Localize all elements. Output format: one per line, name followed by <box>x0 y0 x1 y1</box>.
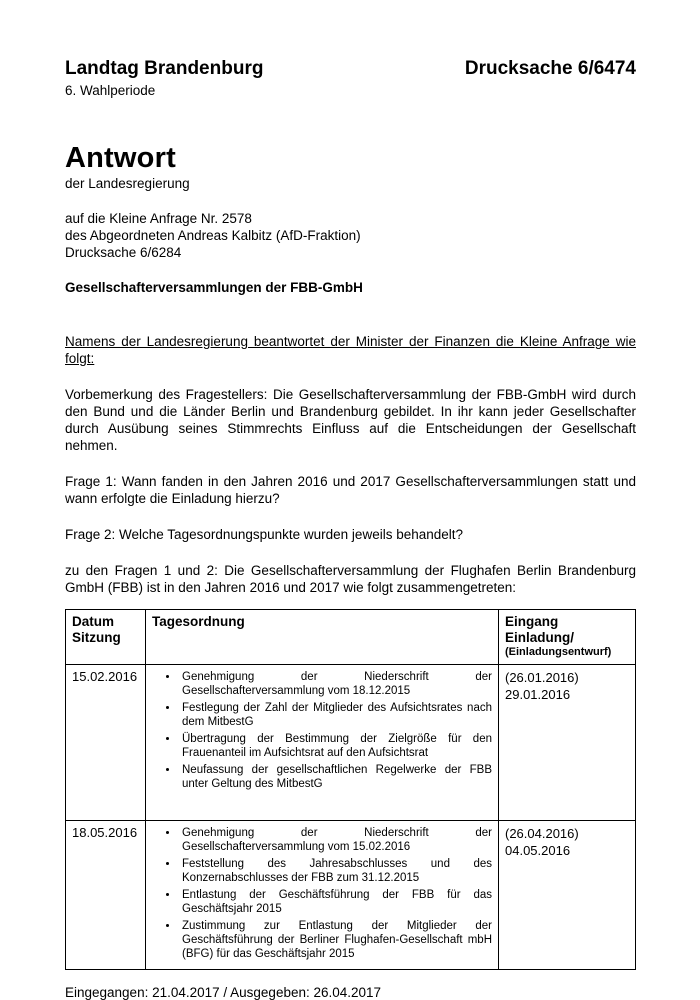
eingang-datum: 04.05.2016 <box>505 843 571 858</box>
table-header-row <box>66 610 636 665</box>
reference-line: des Abgeordneten Andreas Kalbitz (AfD-Fraktion) <box>65 228 361 243</box>
doc-subtitle: der Landesregierung <box>65 176 190 191</box>
doc-number: Drucksache 6/6474 <box>464 58 636 79</box>
doc-title: Antwort <box>65 142 176 174</box>
column-header-eingang: Eingang Einladung/ (Einladungsentwurf) <box>499 610 636 665</box>
wahlperiode: 6. Wahlperiode <box>65 83 156 98</box>
body-paragraph: zu den Fragen 1 und 2: Die Gesellschafterversammlung der Flughafen Berlin Brandenburg GmbH (FBB) ist in den Jahren 2016 und 2017 wie folgt zusammengetreten: <box>65 563 636 595</box>
agenda-list <box>179 826 492 961</box>
subject-heading: Gesellschafterversammlungen der FBB-GmbH <box>65 280 363 295</box>
eingang-cell <box>499 665 636 821</box>
agenda-item: • Festlegung der Zahl der Mitglieder des Aufsichtsrates nach dem MitbestG <box>179 701 492 729</box>
agenda-item: • Genehmigung der Niederschrift der Gesellschafterversammlung vom 18.12.2015 <box>179 670 492 698</box>
publisher-name: Landtag Brandenburg <box>65 58 264 79</box>
agenda-item: • Übertragung der Bestimmung der Zielgröße für den Frauenanteil im Aufsichtsrat auf den Aufsichtsrat <box>179 732 492 760</box>
reference-line: Drucksache 6/6284 <box>65 245 182 260</box>
sitzung-datum: 15.02.2016 <box>66 665 146 821</box>
agenda-list <box>179 670 492 791</box>
agenda-item: • Entlastung der Geschäftsführung der FBB für das Geschäftsjahr 2015 <box>179 888 492 916</box>
eingang-entwurf-datum: (26.01.2016) <box>505 670 579 685</box>
agenda-item: • Feststellung des Jahresabschlusses und des Konzernabschlusses der FBB zum 31.12.2015 <box>179 857 492 885</box>
eingang-cell <box>499 821 636 970</box>
agenda-table <box>65 609 636 970</box>
agenda-item: • Zustimmung zur Entlastung der Mitglieder der Geschäftsführung der Berliner Flughafen-Gesellschaft mbH (BFG) für das Geschäftsjahr 2015 <box>179 919 492 961</box>
footer-dates: Eingegangen: 21.04.2017 / Ausgegeben: 26.04.2017 <box>65 985 382 1000</box>
agenda-item: • Genehmigung der Niederschrift der Gesellschafterversammlung vom 15.02.2016 <box>179 826 492 854</box>
sitzung-datum: 18.05.2016 <box>66 821 146 970</box>
header-left <box>65 58 263 98</box>
column-header-tagesordnung: Tagesordnung <box>146 610 499 665</box>
intro-statement: Namens der Landesregierung beantwortet der Minister der Finanzen die Kleine Anfrage wie folgt: <box>65 334 636 366</box>
column-header-eingang-note: (Einladungsentwurf) <box>505 646 612 658</box>
table-row <box>66 665 636 821</box>
reference-line: auf die Kleine Anfrage Nr. 2578 <box>65 211 252 226</box>
reference-block <box>65 210 636 261</box>
column-header-datum: Datum Sitzung <box>66 610 146 665</box>
body-paragraph: Frage 2: Welche Tagesordnungspunkte wurden jeweils behandelt? <box>65 527 464 542</box>
agenda-item: • Neufassung der gesellschaftlichen Regelwerke der FBB unter Geltung des MitbestG <box>179 763 492 791</box>
body-paragraph: Frage 1: Wann fanden in den Jahren 2016 und 2017 Gesellschafterversammlungen statt und wann erfolgte die Einladung hierzu? <box>65 474 636 506</box>
tagesordnung-cell <box>146 665 499 821</box>
tagesordnung-cell <box>146 821 499 970</box>
body-paragraph: Vorbemerkung des Fragestellers: Die Gesellschafterversammlung der FBB-GmbH wird durch den Bund und die Länder Berlin und Brandenburg gebildet. In ihr kann jeder Gesellschafter durch Ausübung seines Stimmrechts Einfluss auf die Entscheidungen der Gesellschaft nehmen. <box>65 387 636 453</box>
table-row <box>66 821 636 970</box>
document-header <box>65 58 636 98</box>
eingang-datum: 29.01.2016 <box>505 687 571 702</box>
eingang-entwurf-datum: (26.04.2016) <box>505 826 579 841</box>
